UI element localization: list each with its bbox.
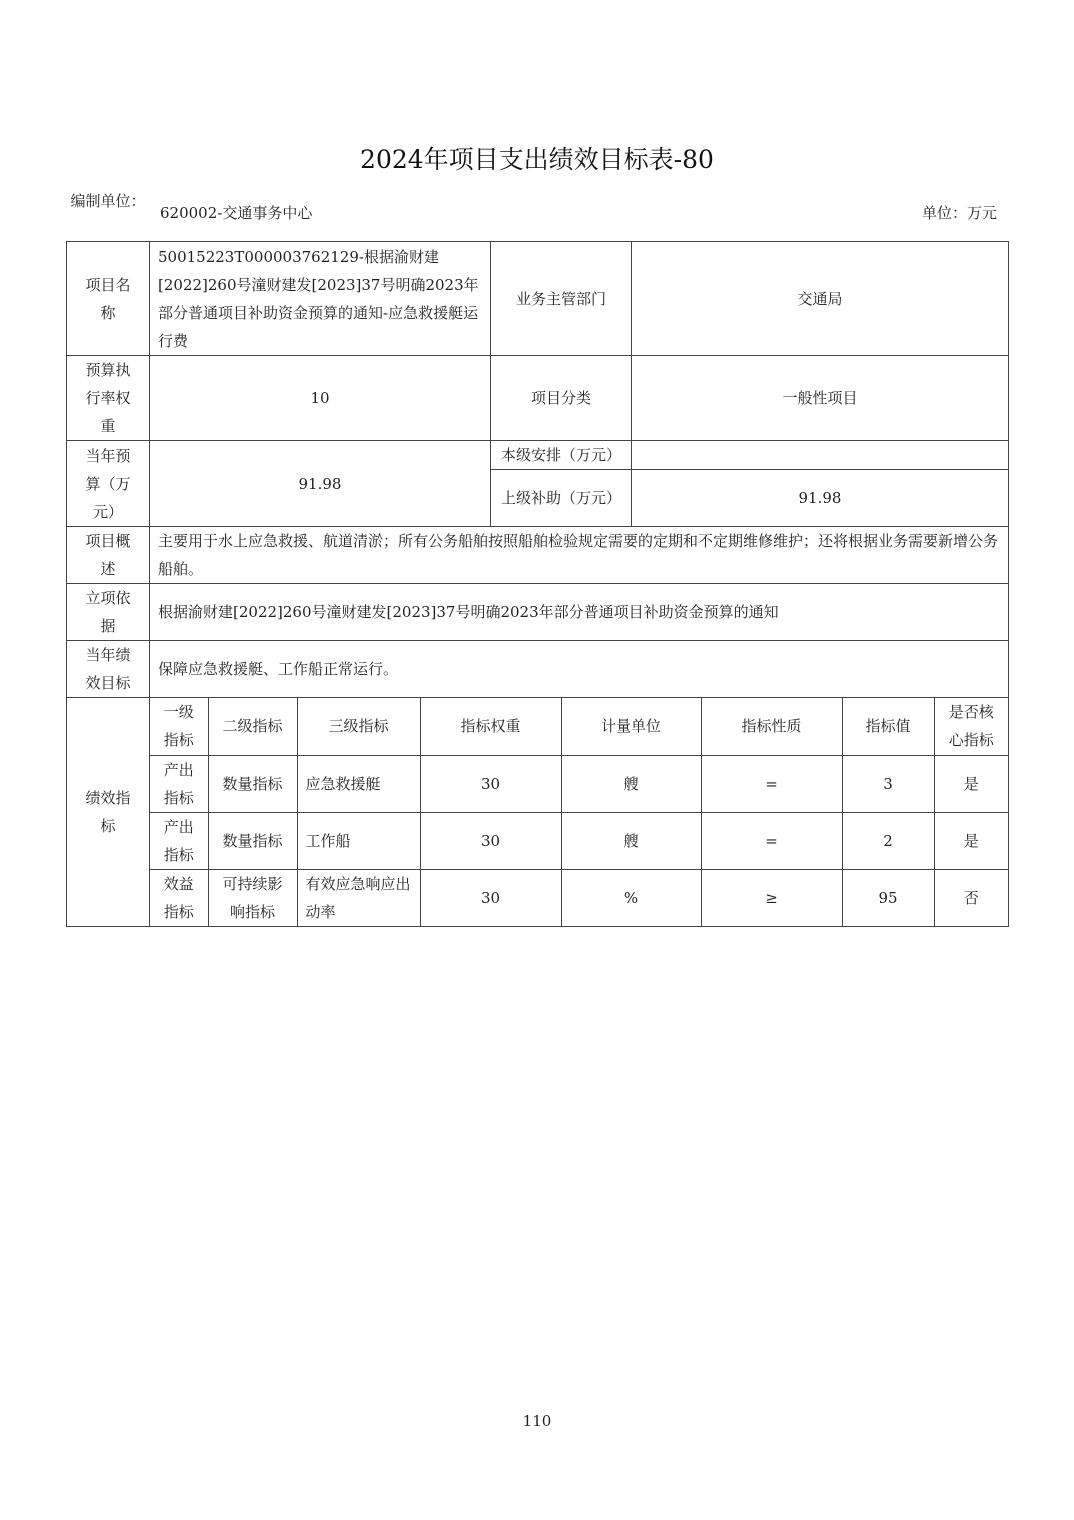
cell-unit: 艘 [561, 812, 701, 869]
header-core: 是否核心指标 [934, 698, 1008, 755]
indicator-table [150, 698, 1008, 926]
table-row [150, 755, 1008, 812]
budget-value: 91.98 [150, 441, 491, 527]
cell-level3: 工作船 [297, 812, 420, 869]
cell-nature: = [701, 755, 842, 812]
cell-weight: 30 [420, 755, 561, 812]
cell-nature: = [701, 812, 842, 869]
cell-level1: 产出指标 [150, 812, 208, 869]
table-row [150, 869, 1008, 926]
category-value: 一般性项目 [632, 356, 1009, 441]
cell-level2: 数量指标 [208, 755, 297, 812]
cell-nature: ≥ [701, 869, 842, 926]
performance-table [66, 241, 1009, 927]
dept-value: 交通局 [632, 242, 1009, 356]
budget-label: 当年预算（万元） [67, 441, 150, 527]
header-unit: 计量单位 [561, 698, 701, 755]
page-title: 2024年项目支出绩效目标表-80 [360, 145, 714, 174]
cell-unit: 艘 [561, 755, 701, 812]
cell-value: 95 [842, 869, 934, 926]
cell-weight: 30 [420, 812, 561, 869]
cell-core: 是 [934, 812, 1008, 869]
cell-level2: 数量指标 [208, 812, 297, 869]
cell-unit: % [561, 869, 701, 926]
performance-label: 绩效指标 [67, 698, 150, 927]
basis-label: 立项依据 [67, 584, 150, 641]
project-name-value: 50015223T000003762129-根据渝财建[2022]260号潼财建发[2023]37号明确2023年部分普通项目补助资金预算的通知-应急救援艇运行费 [150, 242, 491, 356]
unit-label: 编制单位： [70, 192, 146, 210]
header-nature: 指标性质 [701, 698, 842, 755]
cell-level1: 产出指标 [150, 755, 208, 812]
money-unit: 单位：万元 [921, 204, 997, 222]
basis-value: 根据渝财建[2022]260号潼财建发[2023]37号明确2023年部分普通项目补助资金预算的通知 [150, 584, 1009, 641]
header-value: 指标值 [842, 698, 934, 755]
cell-weight: 30 [420, 869, 561, 926]
header-level2: 二级指标 [208, 698, 297, 755]
cell-level3: 应急救援艇 [297, 755, 420, 812]
overview-label: 项目概述 [67, 527, 150, 584]
cell-level2: 可持续影响指标 [208, 869, 297, 926]
upper-label: 上级补助（万元） [491, 470, 632, 527]
cell-level3: 有效应急响应出动率 [297, 869, 420, 926]
cell-core: 否 [934, 869, 1008, 926]
goal-value: 保障应急救援艇、工作船正常运行。 [150, 641, 1009, 698]
cell-level1: 效益指标 [150, 869, 208, 926]
cell-value: 3 [842, 755, 934, 812]
goal-label: 当年绩效目标 [67, 641, 150, 698]
local-label: 本级安排（万元） [491, 441, 632, 470]
header-level3: 三级指标 [297, 698, 420, 755]
upper-value: 91.98 [632, 470, 1009, 527]
header-weight: 指标权重 [420, 698, 561, 755]
weight-value: 10 [150, 356, 491, 441]
local-value [632, 441, 1009, 470]
overview-value: 主要用于水上应急救援、航道清淤；所有公务船舶按照船舶检验规定需要的定期和不定期维修维护；还将根据业务需要新增公务船舶。 [150, 527, 1009, 584]
category-label: 项目分类 [491, 356, 632, 441]
dept-label: 业务主管部门 [491, 242, 632, 356]
unit-value: 620002-交通事务中心 [160, 204, 313, 222]
cell-core: 是 [934, 755, 1008, 812]
cell-value: 2 [842, 812, 934, 869]
project-name-label: 项目名称 [67, 242, 150, 356]
page-number: 110 [522, 1412, 552, 1430]
header-level1: 一级指标 [150, 698, 208, 755]
table-row [150, 812, 1008, 869]
weight-label: 预算执行率权重 [67, 356, 150, 441]
